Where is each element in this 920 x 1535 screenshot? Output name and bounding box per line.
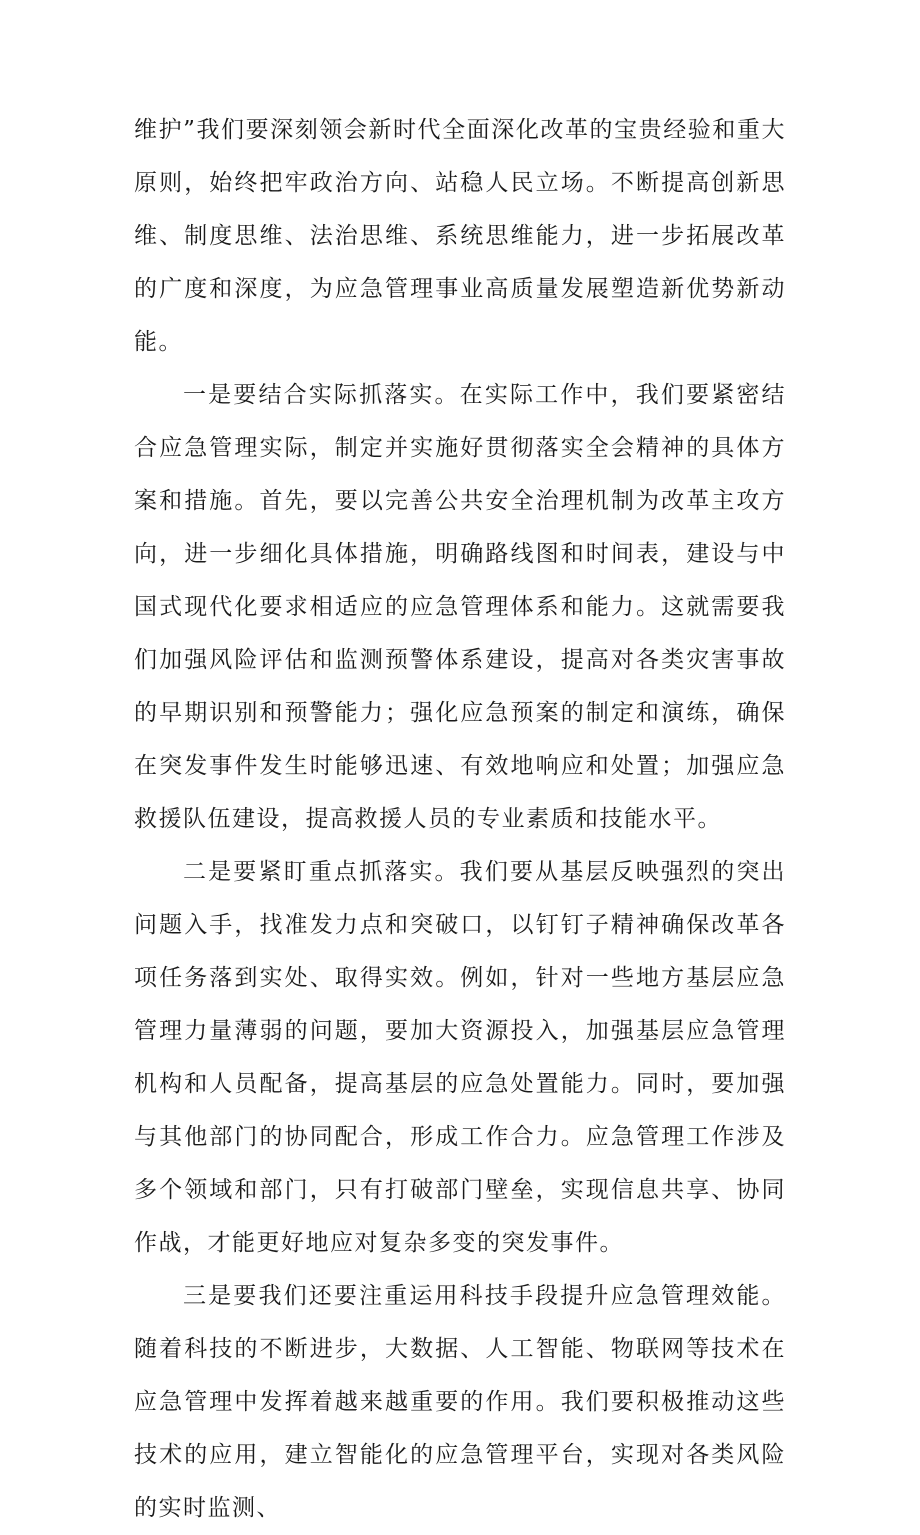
paragraph-point-two: 二是要紧盯重点抓落实。我们要从基层反映强烈的突出问题入手，找准发力点和突破口，以钉钉子精神确保改革各项任务落到实处、取得实效。例如，针对一些地方基层应急管理力量薄弱的问题，要加大资源投入，加强基层应急管理机构和人员配备，提高基层的应急处置能力。同时，要加强与其他部门的协同配合，形成工作合力。应急管理工作涉及多个领域和部门，只有打破部门壁垒，实现信息共享、协同作战，才能更好地应对复杂多变的突发事件。 bbox=[134, 859, 786, 1256]
document-body bbox=[134, 104, 786, 1535]
paragraph-point-one: 一是要结合实际抓落实。在实际工作中，我们要紧密结合应急管理实际，制定并实施好贯彻落实全会精神的具体方案和措施。首先，要以完善公共安全治理机制为改革主攻方向，进一步细化具体措施，明确路线图和时间表，建设与中国式现代化要求相适应的应急管理体系和能力。这就需要我们加强风险评估和监测预警体系建设，提高对各类灾害事故的早期识别和预警能力；强化应急预案的制定和演练，确保在突发事件发生时能够迅速、有效地响应和处置；加强应急救援队伍建设，提高救援人员的专业素质和技能水平。 bbox=[134, 382, 786, 832]
paragraph-point-three: 三是要我们还要注重运用科技手段提升应急管理效能。随着科技的不断进步，大数据、人工智能、物联网等技术在应急管理中发挥着越来越重要的作用。我们要积极推动这些技术的应用，建立智能化的应急管理平台，实现对各类风险的实时监测、 bbox=[134, 1283, 786, 1521]
paragraph-continuation: 维护”我们要深刻领会新时代全面深化改革的宝贵经验和重大原则，始终把牢政治方向、站稳人民立场。不断提高创新思维、制度思维、法治思维、系统思维能力，进一步拓展改革的广度和深度，为应急管理事业高质量发展塑造新优势新动能。 bbox=[134, 117, 786, 355]
